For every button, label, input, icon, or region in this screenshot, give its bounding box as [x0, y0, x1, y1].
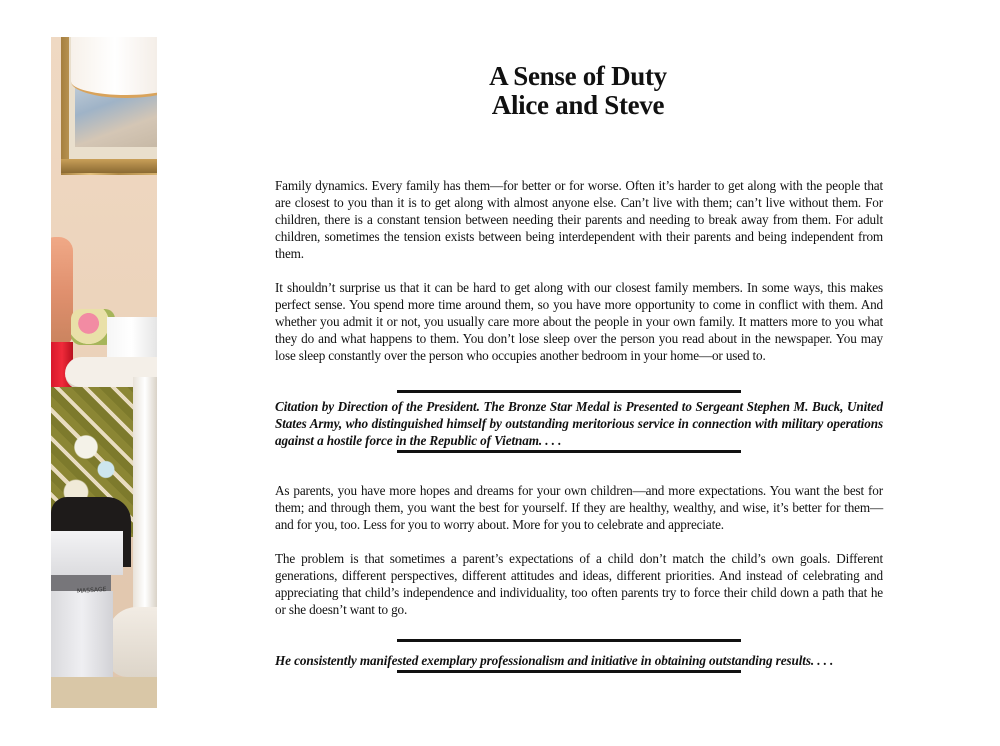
paragraph-4: The problem is that sometimes a parent’s expectations of a child don’t match the child’s own goals. Different generations, different perspectives, different attitudes and ideas, different priorities. And instead of celebrating and appreciating that child’s independence and individuality, too often parents try to force their child down a path that he or she doesn’t want to go.	[275, 551, 883, 617]
photo-strip	[51, 37, 157, 708]
paragraph-3: As parents, you have more hopes and dreams for your own children—and more expectations. You want the best for them; and through them, you want the best for yourself. If they are healthy, wealthy, and wise, it’s better for them—and for you, too. Less for you to worry about. More for you to celebrate and appreciate.	[275, 483, 883, 532]
quote-rule-top	[397, 390, 741, 393]
storage-box	[51, 531, 123, 575]
quote-rule-bottom-2	[397, 670, 741, 673]
quote-rule-top-2	[397, 639, 741, 642]
citation-quote: Citation by Direction of the President. The Bronze Star Medal is Presented to Sergeant Stephen M. Buck, United States Army, who distinguished himself by outstanding meritorious service in connection with military operations against a hostile force in the Republic of Vietnam. . . .	[275, 399, 883, 448]
professionalism-quote: He consistently manifested exemplary professionalism and initiative in obtaining outstanding results. . . .	[275, 653, 834, 668]
title-line-2: Alice and Steve	[491, 90, 665, 120]
quote-rule-bottom	[397, 450, 741, 453]
paragraph-1: Family dynamics. Every family has them—for better or for worse. Often it’s harder to get along with the people that are closest to you than it is to get along with almost anyone else. Can’t live with them; can’t live without them. For children, there is a constant tension between needing their parents and needing to break away from them. For adult children, sometimes the tension exists between being interdependent with their parents and being independent from them.	[275, 178, 883, 261]
lamp-shade	[71, 37, 157, 98]
title-line-1: A Sense of Duty	[489, 61, 667, 91]
paragraph-2: It shouldn’t surprise us that it can be hard to get along with our closest family members. In some ways, this makes perfect sense. You spend more time around them, so you have more opportunity to come in conflict with them. And whether you admit it or not, you usually care more about the people in your own family. It matters more to you what they do and what happens to them. You don’t lose sleep over the person you read about in the newspaper. You may lose sleep constantly over the person who occupies another bedroom in your home—or used to.	[275, 280, 883, 363]
box-label: MASSAGE	[76, 585, 107, 596]
page-title	[400, 62, 756, 120]
